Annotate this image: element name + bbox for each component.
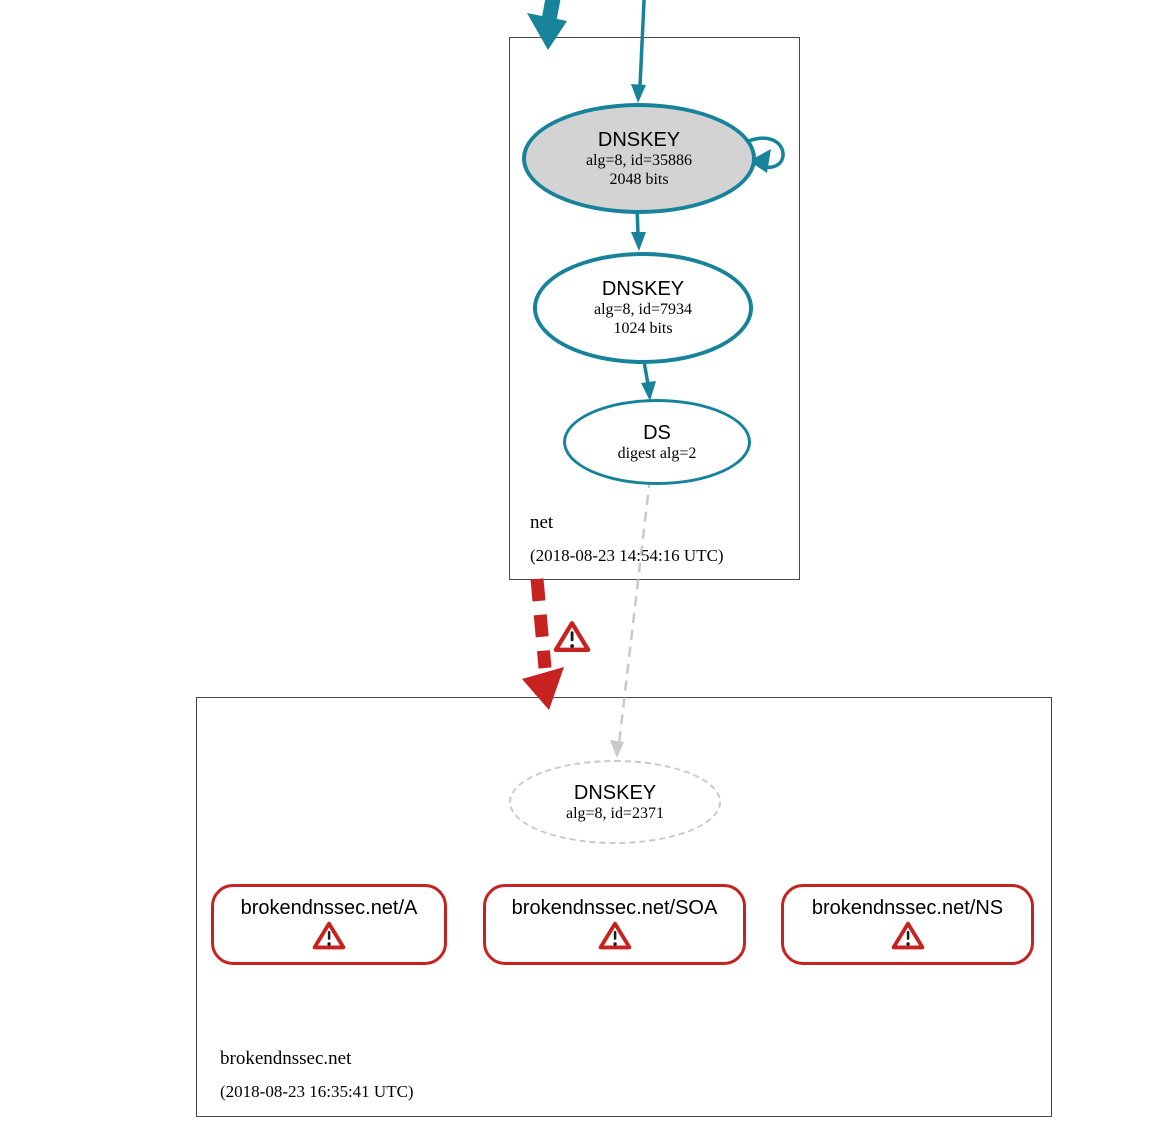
- node-title: DNSKEY: [601, 278, 685, 300]
- zone-name-net: net: [530, 512, 554, 533]
- edge-ds-to-child-dnskey: [610, 478, 650, 758]
- trust-chain-arrow-incoming: [527, 0, 567, 50]
- node-ds[interactable]: [563, 399, 751, 485]
- warning-icon: [553, 620, 591, 658]
- warning-icon: [891, 921, 925, 955]
- zone-timestamp-net: (2018-08-23 14:54:16 UTC): [530, 546, 724, 565]
- warning-icon: [598, 921, 632, 955]
- node-title: DNSKEY: [597, 128, 681, 151]
- node-detail: digest alg=2: [617, 444, 697, 462]
- node-rrset-ns[interactable]: [781, 884, 1034, 965]
- node-detail: 2048 bits: [609, 170, 669, 188]
- node-detail: alg=8, id=2371: [565, 804, 665, 822]
- node-rrset-a[interactable]: [211, 884, 447, 965]
- node-detail: alg=8, id=35886: [585, 151, 693, 169]
- rrset-label: brokendnssec.net/SOA: [511, 897, 718, 919]
- node-rrset-soa[interactable]: [483, 884, 746, 965]
- warning-icon: [312, 921, 346, 955]
- node-title: DS: [643, 421, 671, 444]
- rrset-label: brokendnssec.net/NS: [811, 897, 1004, 919]
- edge-parent-to-ksk: [631, 0, 646, 103]
- zone-name-brokendnssec: brokendnssec.net: [220, 1048, 352, 1069]
- node-dnskey-child[interactable]: [509, 760, 721, 844]
- zone-timestamp-brokendnssec: (2018-08-23 16:35:41 UTC): [220, 1082, 414, 1101]
- rrset-label: brokendnssec.net/A: [240, 897, 418, 919]
- node-dnskey-ksk[interactable]: [522, 103, 756, 214]
- node-detail: alg=8, id=7934: [593, 301, 693, 318]
- node-detail: 1024 bits: [613, 320, 673, 337]
- node-title: DNSKEY: [573, 781, 657, 804]
- node-dnskey-zsk[interactable]: [533, 252, 753, 364]
